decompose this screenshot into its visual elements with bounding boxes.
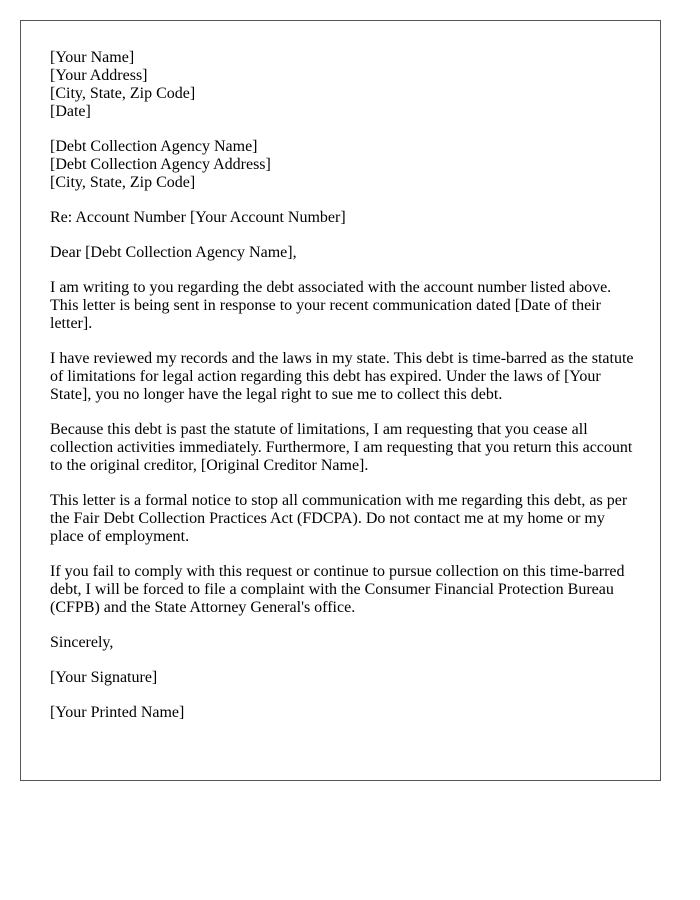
paragraph-line: State], you no longer have the legal right to sue me to collect this debt. <box>50 386 503 403</box>
signature <box>50 669 640 687</box>
body-paragraph-4 <box>50 492 640 546</box>
letter-date: [Date] <box>50 103 91 120</box>
signature-text: [Your Signature] <box>50 669 158 686</box>
body-paragraph-5 <box>50 563 640 617</box>
paragraph-line: debt, I will be forced to file a complaint with the Consumer Financial Protection Bureau <box>50 581 614 598</box>
paragraph-line: to the original creditor, [Original Creditor Name]. <box>50 457 369 474</box>
salutation-text: Dear [Debt Collection Agency Name], <box>50 244 297 261</box>
paragraph-line: collection activities immediately. Furthermore, I am requesting that you return this account <box>50 439 633 456</box>
recipient-address-block <box>50 138 640 192</box>
recipient-city-state-zip: [City, State, Zip Code] <box>50 174 196 191</box>
printed-name-text: [Your Printed Name] <box>50 704 185 721</box>
paragraph-line: I have reviewed my records and the laws in my state. This debt is time-barred as the statute <box>50 350 634 367</box>
paragraph-line: Because this debt is past the statute of limitations, I am requesting that you cease all <box>50 421 588 438</box>
recipient-address: [Debt Collection Agency Address] <box>50 156 271 173</box>
body-paragraph-1 <box>50 279 640 333</box>
body-paragraph-3 <box>50 421 640 475</box>
paragraph-line: This letter is a formal notice to stop all communication with me regarding this debt, as per <box>50 492 628 509</box>
paragraph-line: letter]. <box>50 315 93 332</box>
re-line-text: Re: Account Number [Your Account Number] <box>50 209 346 226</box>
letter-page <box>20 20 661 781</box>
letter-content <box>50 49 640 739</box>
sender-name: [Your Name] <box>50 49 135 66</box>
sender-address: [Your Address] <box>50 67 148 84</box>
body-paragraph-2 <box>50 350 640 404</box>
salutation <box>50 244 640 262</box>
recipient-name: [Debt Collection Agency Name] <box>50 138 258 155</box>
paragraph-line: of limitations for legal action regarding this debt has expired. Under the laws of [Your <box>50 368 601 385</box>
sender-city-state-zip: [City, State, Zip Code] <box>50 85 196 102</box>
paragraph-line: If you fail to comply with this request or continue to pursue collection on this time-barred <box>50 563 625 580</box>
printed-name <box>50 704 640 722</box>
paragraph-line: I am writing to you regarding the debt associated with the account number listed above. <box>50 279 612 296</box>
closing-text: Sincerely, <box>50 634 114 651</box>
sender-address-block <box>50 49 640 121</box>
paragraph-line: (CFPB) and the State Attorney General's office. <box>50 599 356 616</box>
closing <box>50 634 640 652</box>
re-line <box>50 209 640 227</box>
paragraph-line: This letter is being sent in response to your recent communication dated [Date of their <box>50 297 601 314</box>
paragraph-line: the Fair Debt Collection Practices Act (FDCPA). Do not contact me at my home or my <box>50 510 605 527</box>
paragraph-line: place of employment. <box>50 528 190 545</box>
